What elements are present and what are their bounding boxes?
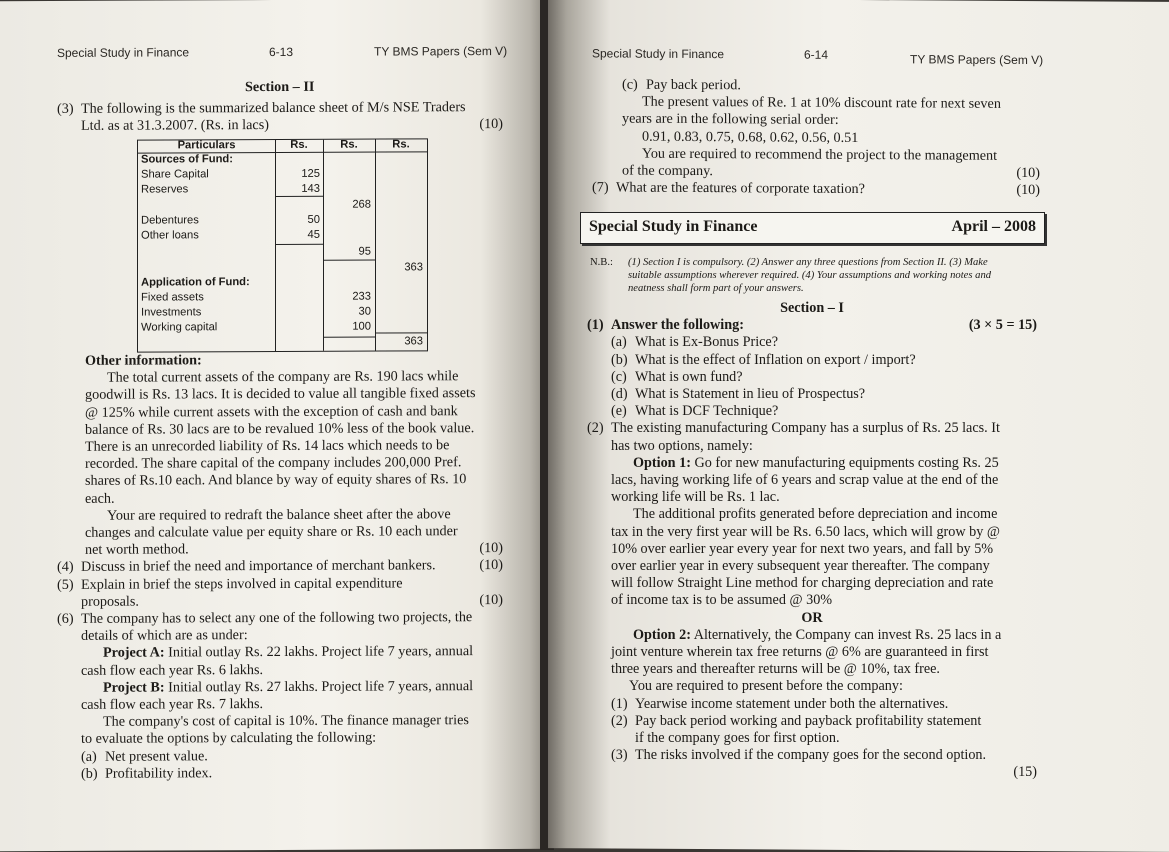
pv-line2: years are in the following serial order: [622,110,839,129]
option-a-text: Net present value. [105,747,208,765]
q3-line1: The following is the summarized balance sheet of M/s NSE Traders [81,99,466,117]
profits-line: The additional profits generated before depreciation and income [633,506,998,523]
recommend-marks: (10) [1016,164,1040,182]
q5-marks: (10) [479,591,503,608]
th-rs-2: Rs. [340,138,358,151]
project-b-label: Project B: [103,679,165,696]
other-info-line: recorded. The share capital of the company includes 200,000 Pref. [85,454,462,473]
investments-label: Investments [141,306,202,319]
question-1 [587,317,1037,334]
option-1-line2: lacs, having working life of 6 years and scrap value at the end of the [611,472,999,489]
question-4 [57,557,503,576]
profits-line: 10% over earlier year every year for next two years, and fall by 5% [611,540,994,557]
profits-line: tax in the very first year will be Rs. 6.50 lacs, which will grow by @ [611,523,1000,540]
investments-value: 30 [358,305,371,318]
reserves-label: Reserves [141,183,189,196]
cost-capital-line2: to evaluate the options by calculating the following: [81,730,377,748]
reserves-value: 143 [301,182,320,195]
q5-line2: proposals. [81,593,139,610]
option-c-text: Pay back period. [646,76,741,94]
subtotal-95: 95 [358,245,371,258]
q3-marks: (10) [479,116,503,133]
question-2 [587,420,1037,437]
question-7 [592,180,1040,200]
q1-item-text: What is own fund? [635,368,743,385]
q3-line2: Ltd. as at 31.3.2007. (Rs. in lacs) [81,117,269,135]
other-info-paragraph [57,368,503,559]
profits-line: over earlier year in every subsequent year thereafter. The company [611,558,990,575]
right-header-page: 6-14 [804,47,829,62]
q1-number: (1) [587,317,604,334]
pv-line1: The present values of Re. 1 at 10% discount rate for next seven [642,93,1001,113]
cost-capital-line1: The company's cost of capital is 10%. The finance manager tries [103,712,469,731]
req-text: Yearwise income statement under both the alternatives. [635,695,949,712]
left-page [0,0,546,851]
balance-sheet-table [137,138,428,352]
banner-date: April – 2008 [951,218,1036,235]
left-body [57,351,503,783]
left-section-heading: Section – II [245,78,315,96]
pv-factors: 0.91, 0.83, 0.75, 0.68, 0.62, 0.56, 0.51 [642,128,859,146]
option-2-label: Option 2: [633,626,691,643]
redraft-marks: (10) [479,540,503,557]
q2-number: (2) [587,420,604,437]
question-6 [57,609,503,628]
q1-text: Answer the following: [611,317,744,334]
q7-text: What are the features of corporate taxation? [616,179,865,198]
right-top-block [592,76,1040,199]
application-heading: Application of Fund: [141,276,250,289]
nb-line1: (1) Section I is compulsory. (2) Answer any three questions from Section II. (3) Make [628,257,988,268]
req-text: Pay back period working and payback profitability statement [635,712,982,729]
right-header-book: TY BMS Papers (Sem V) [910,52,1044,68]
q1-item-text: What is Ex-Bonus Price? [635,334,779,351]
other-info-line: The total current assets of the company are Rs. 190 lacs while [107,368,459,386]
req-label: (1) [611,695,628,712]
present-line: You are required to present before the company: [629,678,903,695]
debentures-label: Debentures [141,214,199,227]
redraft-line: Your are required to redraft the balance sheet after the above [107,506,451,524]
total-sources: 363 [404,261,423,274]
question-5 [57,575,503,594]
option-2-line3: three years and thereafter returns will be @ 10%, tax free. [611,661,940,678]
exam-banner [580,212,1045,244]
q6-line2: details of which are as under: [81,627,248,645]
option-1-label: Option 1: [633,454,691,471]
q3-number: (3) [57,100,74,117]
right-header-title: Special Study in Finance [592,46,725,62]
req-label: (2) [611,712,628,729]
req-text: The risks involved if the company goes for the second option. [635,747,987,764]
th-rs-1: Rs. [290,138,308,151]
q7-number: (7) [592,179,609,196]
left-header-title: Special Study in Finance [57,45,190,60]
q7-marks: (10) [1016,182,1040,199]
other-info-line: balance of Rs. 30 lacs are to be revalued 10% less of the book value. [85,419,475,438]
option-2-line1: Alternatively, the Company can invest Rs. 25 lacs in a [693,626,1002,643]
fixed-assets-label: Fixed assets [141,291,204,304]
working-capital-value: 100 [352,320,371,333]
option-2-line2: joint venture wherein tax free returns @ 6% are guaranteed in first [611,644,989,661]
banner-title: Special Study in Finance [589,218,758,235]
q1-item-label: (d) [611,386,628,403]
total-application: 363 [404,335,423,348]
project-a-line2: cash flow each year Rs. 6 lakhs. [81,661,264,679]
option-b-text: Profitability index. [105,765,213,782]
q4-number: (4) [57,559,74,576]
sources-heading: Sources of Fund: [141,153,233,166]
nb-label: N.B.: [590,257,613,268]
q1-item-label: (c) [611,368,627,385]
working-capital-label: Working capital [141,321,218,334]
nb-instructions [590,256,1038,295]
other-loans-label: Other loans [141,229,199,242]
right-section-heading: Section – I [780,300,844,316]
project-a-label: Project A: [103,644,165,662]
q1-marks: (3 × 5 = 15) [968,317,1037,334]
q1-item-label: (a) [611,334,627,351]
recommend-line1: You are required to recommend the project to the management [642,145,998,164]
nb-line2: suitable assumptions wherever required. (4) Your assumptions and working notes and [628,270,992,281]
or-divider: OR [801,609,823,626]
share-capital-label: Share Capital [141,168,209,181]
q1-item-label: (b) [611,351,628,368]
other-info-line: goodwill is Rs. 13 lacs. It is decided to value all tangible fixed assets [85,385,476,404]
req-label: (3) [611,747,628,764]
other-loans-value: 45 [307,228,320,241]
q2-line1: The existing manufacturing Company has a surplus of Rs. 25 lacs. It [611,420,1000,437]
nb-line3: neatness shall form part of your answers. [628,283,804,294]
left-header-page: 6-13 [269,44,294,60]
q1-item-label: (e) [611,403,627,420]
q1-item-text: What is the effect of Inflation on export / import? [635,351,916,368]
option-1-line3: working life will be Rs. 1 lac. [611,489,780,506]
profits-line: of income tax is to be assumed @ 30% [611,592,833,609]
q2-line2: has two options, namely: [611,437,753,454]
q6-line1: The company has to select any one of the following two projects, the [81,609,473,627]
option-b-label: (b) [81,765,98,782]
option-c-label: (c) [622,76,638,93]
th-rs-3: Rs. [392,138,410,151]
q5-number: (5) [57,576,74,593]
q1-item-text: What is DCF Technique? [635,403,779,420]
recommend-line2: of the company. [622,162,713,180]
other-info-line: @ 125% while current assets with the exception of cash and bank [85,402,458,421]
other-info-line: each. [85,490,115,507]
redraft-line: changes and calculate value per equity share or Rs. 10 each under [85,523,458,541]
profits-line: will follow Straight Line method for charging depreciation and rate [611,575,994,592]
q1-item-text: What is Statement in lieu of Prospectus? [635,386,866,403]
option-a-label: (a) [81,748,97,765]
project-b-line2: cash flow each year Rs. 7 lakhs. [81,696,264,713]
req-text-cont: if the company goes for first option. [635,730,840,747]
option-1-line1: Go for new manufacturing equipments costing Rs. 25 [694,454,999,471]
final-marks: (15) [1013,764,1037,781]
fixed-assets-value: 233 [352,290,371,303]
other-info-line: shares of Rs.10 each. And blance by way of equity shares of Rs. 10 [85,471,467,490]
q4-text: Discuss in brief the need and importance of merchant bankers. [81,557,436,576]
q6-number: (6) [57,610,74,627]
q5-line1: Explain in brief the steps involved in capital expenditure [81,575,403,593]
right-body [587,300,1037,782]
th-particulars: Particulars [177,139,236,152]
other-info-heading: Other information: [85,352,202,369]
share-capital-value: 125 [301,167,320,180]
debentures-value: 50 [307,213,320,226]
question-3 [57,99,503,135]
redraft-line: net worth method. [85,541,189,559]
project-b-line1: Initial outlay Rs. 27 lakhs. Project life 7 years, annual [168,677,474,696]
other-info-line: There is an unrecorded liability of Rs. 14 lacs which needs to be [85,437,450,455]
subtotal-268: 268 [352,198,371,211]
left-header-book: TY BMS Papers (Sem V) [374,43,508,59]
q4-marks: (10) [479,557,503,574]
project-a-line1: Initial outlay Rs. 22 lakhs. Project life 7 years, annual [168,643,474,661]
